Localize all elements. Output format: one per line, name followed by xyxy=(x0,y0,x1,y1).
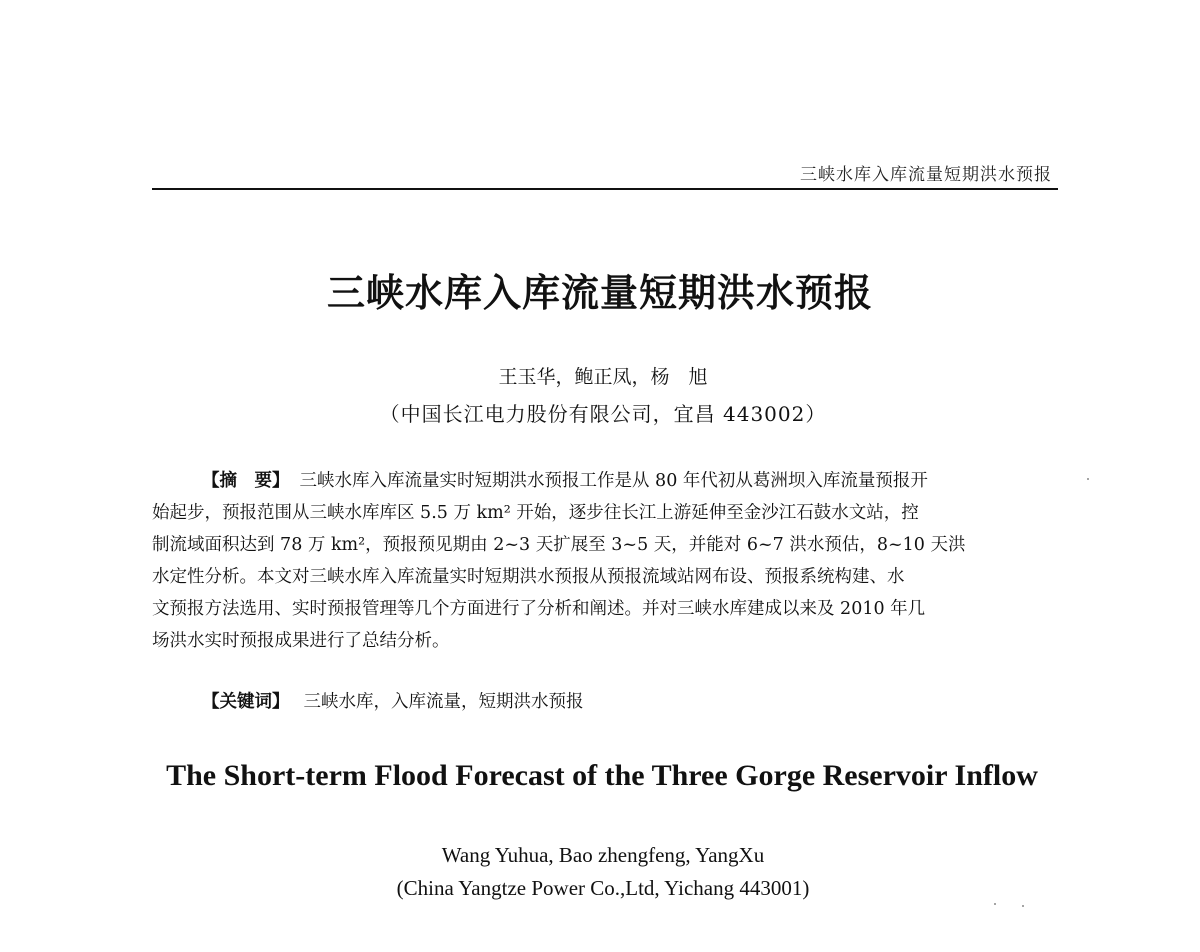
abstract-label: 【摘 要】 xyxy=(202,471,290,491)
scan-speck xyxy=(994,903,996,905)
affiliation-zh: （中国长江电力股份有限公司，宜昌 443002） xyxy=(379,402,827,426)
abstract xyxy=(152,465,1058,657)
abstract-text: 始起步，预报范围从三峡水库库区 5.5 万 km xyxy=(152,503,504,523)
authors-en: Wang Yuhua, Bao zhengfeng, YangXu xyxy=(441,843,765,867)
abstract-text: 水定性分析。本文对三峡水库入库流量实时短期洪水预报从预报流域站网布设、预报系统构建、水 xyxy=(152,567,905,587)
abstract-line xyxy=(152,497,1058,529)
title-zh: 三峡水库入库流量短期洪水预报 xyxy=(326,270,873,315)
abstract-text: 制流域面积达到 78 万 km xyxy=(152,535,359,555)
scan-speck xyxy=(1022,905,1024,907)
abstract-text: ² 开始，逐步往长江上游延伸至金沙江石鼓水文站，控 xyxy=(503,503,919,523)
abstract-text: 场洪水实时预报成果进行了总结分析。 xyxy=(152,631,450,651)
title-en: The Short-term Flood Forecast of the Three Gorge Reservoir Inflow xyxy=(166,759,1038,792)
abstract-line xyxy=(152,561,1058,593)
scan-speck xyxy=(1087,478,1089,480)
keywords-label: 【关键词】 xyxy=(202,692,290,712)
abstract-line xyxy=(152,625,1058,657)
affiliation-en: (China Yangtze Power Co.,Ltd, Yichang 443001) xyxy=(396,876,810,900)
abstract-text: 三峡水库入库流量实时短期洪水预报工作是从 80 年代初从葛洲坝入库流量预报开 xyxy=(299,471,928,491)
abstract-text: 文预报方法选用、实时预报管理等几个方面进行了分析和阐述。并对三峡水库建成以来及 2010 年几 xyxy=(152,599,926,619)
abstract-line xyxy=(152,465,1058,497)
header-rule xyxy=(152,188,1058,190)
keywords xyxy=(202,688,1062,713)
abstract-line xyxy=(152,529,1058,561)
keywords-text: 三峡水库，入库流量，短期洪水预报 xyxy=(303,692,584,712)
abstract-text: ²，预报预见期由 2~3 天扩展至 3~5 天，并能对 6~7 洪水预估，8~10 天洪 xyxy=(358,535,966,555)
abstract-line xyxy=(152,593,1058,625)
authors-zh: 王玉华，鲍正凤，杨 旭 xyxy=(498,366,708,388)
running-header: 三峡水库入库流量短期洪水预报 xyxy=(800,165,1052,185)
